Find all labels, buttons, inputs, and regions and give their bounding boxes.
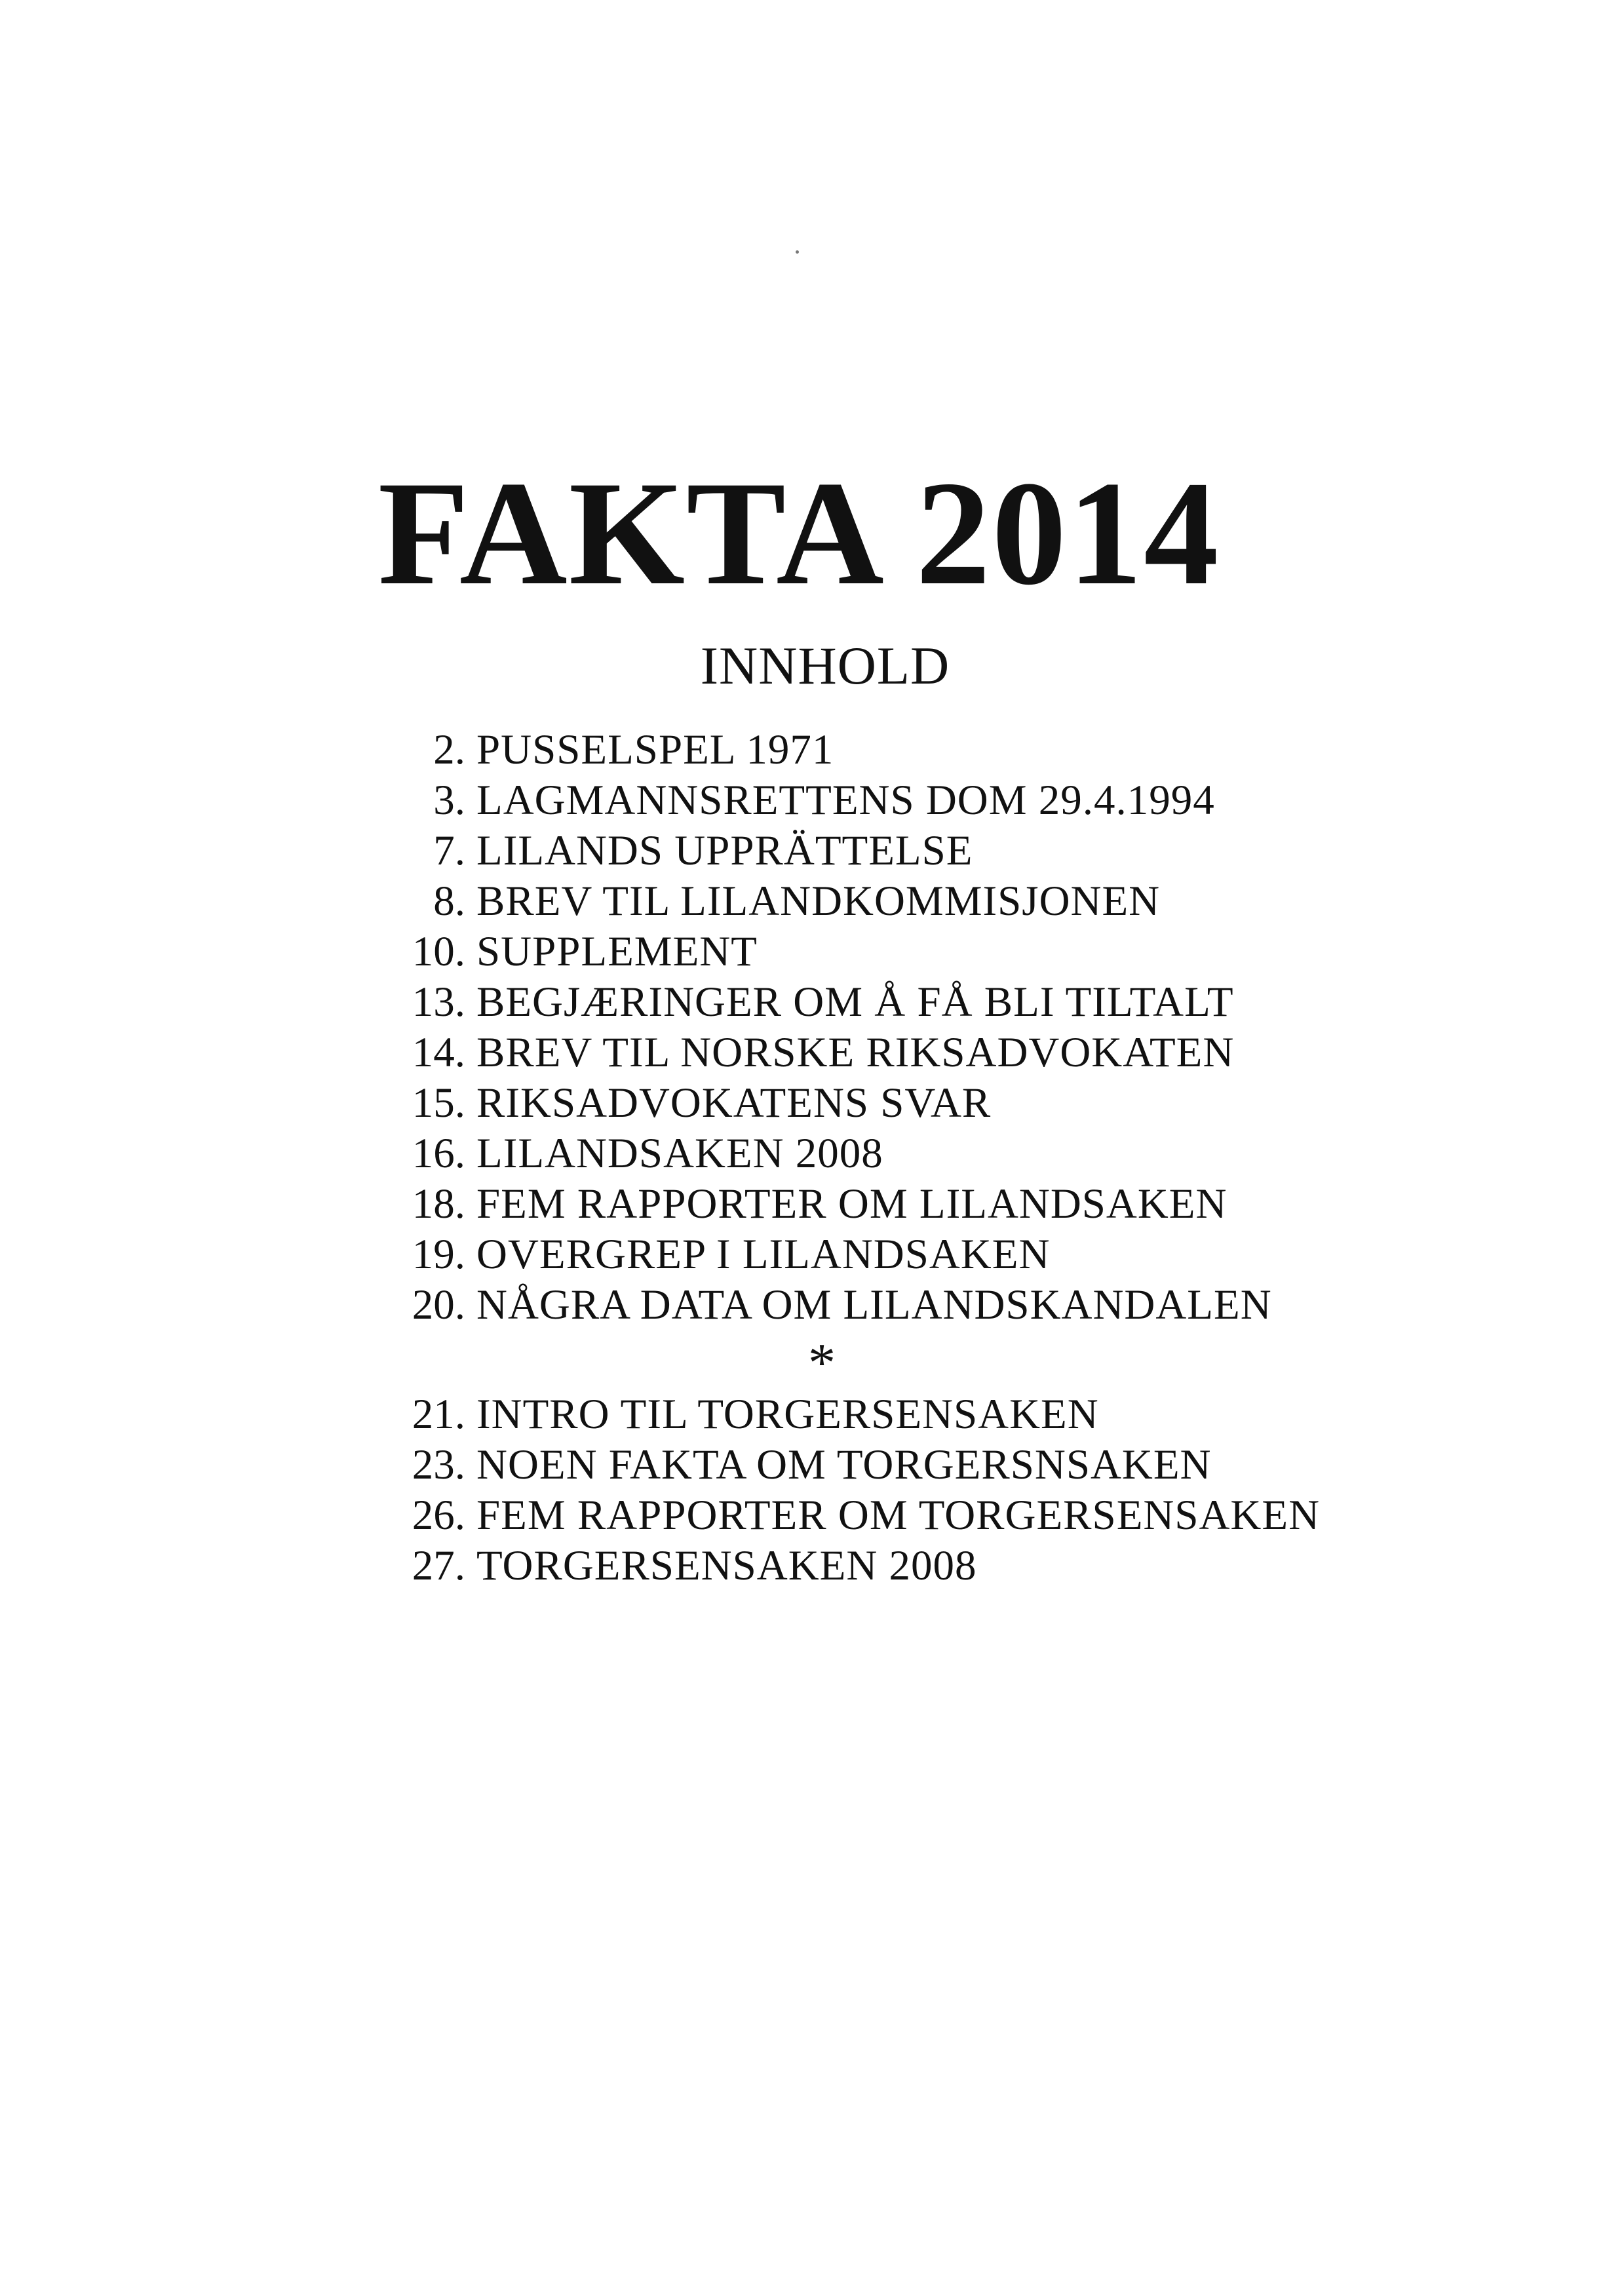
document-title: FAKTA 2014: [377, 451, 1220, 616]
toc-page-number: 27.: [412, 1542, 465, 1589]
toc-entry-title: PUSSELSPEL 1971: [476, 726, 834, 773]
toc-entry-title: BREV TIL LILANDKOMMISJONEN: [476, 878, 1161, 925]
toc-page-number: 15.: [412, 1079, 465, 1127]
toc-page-number: 19.: [412, 1231, 465, 1278]
toc-entry: [0, 1440, 1624, 1490]
toc-entry-title: LILANDS UPPRÄTTELSE: [476, 827, 973, 874]
toc-page-number: 18.: [412, 1180, 465, 1228]
scan-speck: [796, 250, 799, 254]
toc-entry-title: LILANDSAKEN 2008: [476, 1130, 883, 1177]
toc-entry: [0, 826, 1624, 876]
toc-page-number: 26.: [412, 1492, 465, 1539]
toc-entry: [0, 1490, 1624, 1541]
toc-entry-title: SUPPLEMENT: [476, 928, 758, 975]
toc-entry: [0, 876, 1624, 927]
toc-page-number: 7.: [433, 827, 465, 874]
section-separator: *: [808, 1332, 836, 1393]
table-of-contents: [0, 725, 1624, 1591]
contents-heading: INNHOLD: [700, 636, 950, 695]
toc-entry-title: BEGJÆRINGER OM Å FÅ BLI TILTALT: [476, 978, 1234, 1026]
toc-entry: [0, 1179, 1624, 1230]
toc-entry-title: BREV TIL NORSKE RIKSADVOKATEN: [476, 1029, 1235, 1076]
toc-entry: [0, 725, 1624, 775]
toc-entry: [0, 1541, 1624, 1591]
toc-entry-title: OVERGREP I LILANDSAKEN: [476, 1231, 1051, 1278]
toc-entry-title: NÅGRA DATA OM LILANDSKANDALEN: [476, 1281, 1272, 1328]
toc-entry: [0, 775, 1624, 826]
toc-page-number: 8.: [433, 878, 465, 925]
toc-entry: [0, 927, 1624, 977]
toc-entry: [0, 1078, 1624, 1129]
toc-page-number: 14.: [412, 1029, 465, 1076]
toc-page-number: 21.: [412, 1391, 465, 1438]
toc-page-number: 2.: [433, 726, 465, 773]
toc-entry: [0, 1230, 1624, 1280]
toc-entry-title: FEM RAPPORTER OM LILANDSAKEN: [476, 1180, 1228, 1228]
toc-page-number: 3.: [433, 777, 465, 824]
toc-entry-title: NOEN FAKTA OM TORGERSNSAKEN: [476, 1441, 1212, 1488]
toc-entry-title: FEM RAPPORTER OM TORGERSENSAKEN: [476, 1492, 1321, 1539]
toc-entry: [0, 977, 1624, 1028]
toc-entry: [0, 1280, 1624, 1330]
toc-entry-title: LAGMANNSRETTENS DOM 29.4.1994: [476, 777, 1215, 824]
toc-entry: [0, 1028, 1624, 1078]
toc-page-number: 10.: [412, 928, 465, 975]
toc-section-liland: [0, 725, 1624, 1330]
toc-entry-title: TORGERSENSAKEN 2008: [476, 1542, 977, 1589]
toc-page-number: 23.: [412, 1441, 465, 1488]
toc-entry: [0, 1389, 1624, 1440]
toc-entry-title: RIKSADVOKATENS SVAR: [476, 1079, 992, 1127]
toc-page-number: 16.: [412, 1130, 465, 1177]
toc-entry-title: INTRO TIL TORGERSENSAKEN: [476, 1391, 1099, 1438]
toc-section-torgersen: [0, 1389, 1624, 1591]
toc-entry: [0, 1129, 1624, 1179]
toc-page-number: 13.: [412, 978, 465, 1026]
toc-page-number: 20.: [412, 1281, 465, 1328]
